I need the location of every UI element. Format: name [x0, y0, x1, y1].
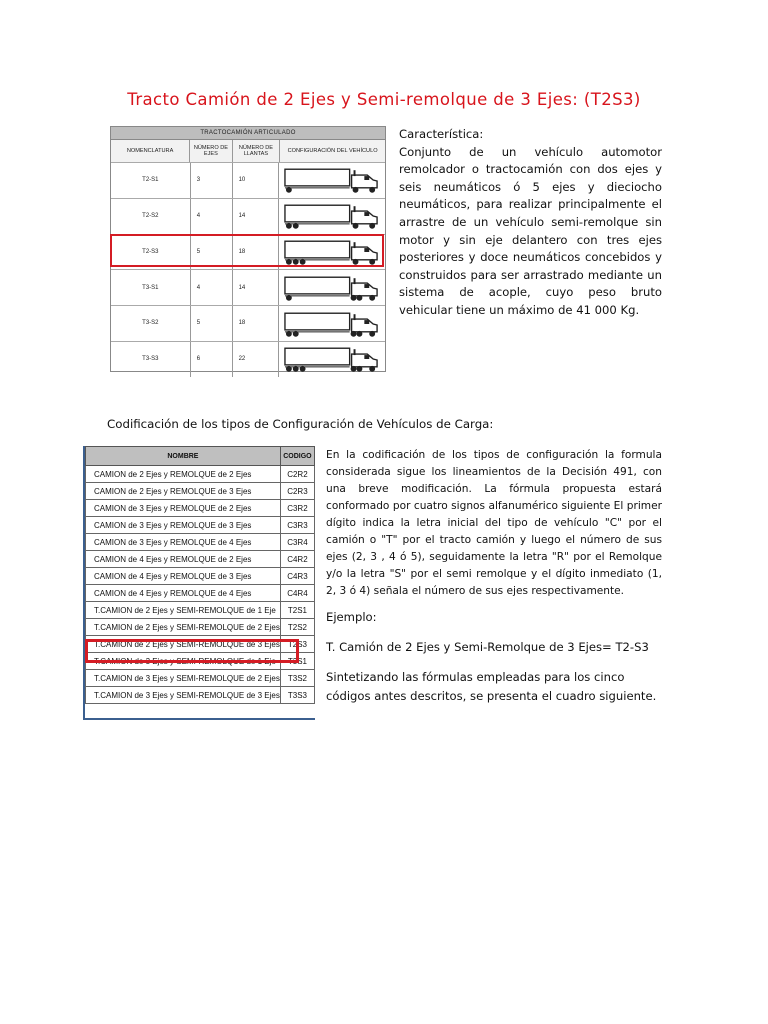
cell-codigo: C3R2 [280, 500, 314, 517]
description-block [399, 126, 662, 320]
cell-nomenclatura: T2-S2 [111, 199, 191, 234]
truck-configuration-icon [283, 201, 381, 231]
cell-codigo: T2S2 [280, 619, 314, 636]
table-row [86, 602, 315, 619]
cell-codigo: T3S1 [280, 653, 314, 670]
truck-configuration-icon [283, 344, 381, 374]
example-label: Ejemplo: [326, 610, 377, 624]
cell-ejes: 5 [191, 235, 233, 270]
cell-llantas: 10 [233, 163, 280, 198]
cell-codigo: C3R4 [280, 534, 314, 551]
cell-ejes: 3 [191, 163, 233, 198]
codification-table [85, 446, 315, 704]
cell-ejes: 4 [191, 199, 233, 234]
table-row [111, 162, 385, 198]
table-header-row [111, 139, 385, 162]
table-row [111, 305, 385, 341]
cell-codigo: C3R3 [280, 517, 314, 534]
cell-ejes: 5 [191, 306, 233, 341]
table-row [86, 483, 315, 500]
table-banner: TRACTOCAMIÓN ARTICULADO [111, 127, 385, 139]
cell-codigo: T2S3 [280, 636, 314, 653]
highlight-t2s3-row [110, 234, 384, 267]
table-row [111, 198, 385, 234]
cell-ejes: 6 [191, 342, 233, 377]
cell-nombre: CAMION de 3 Ejes y REMOLQUE de 3 Ejes [86, 517, 281, 534]
synthesis-text: Sintetizando las fórmulas empleadas para los cinco códigos antes descritos, se presenta el cuadro siguiente. [326, 670, 657, 703]
header-numero-llantas: NÚMERO DE LLANTAS [233, 140, 280, 162]
cell-nombre: T.CAMION de 2 Ejes y SEMI-REMOLQUE de 3 Ejes [86, 636, 281, 653]
cell-nombre: T.CAMION de 2 Ejes y SEMI-REMOLQUE de 2 Ejes [86, 619, 281, 636]
cell-nomenclatura: T3-S1 [111, 270, 191, 305]
header-configuracion: CONFIGURACIÓN DEL VEHÍCULO [287, 147, 378, 154]
cell-codigo: C4R4 [280, 585, 314, 602]
description-label: Característica: [399, 127, 484, 141]
table-frame-bottom [83, 718, 315, 720]
cell-configuracion [279, 306, 385, 341]
section-subtitle: Codificación de los tipos de Configuración de Vehículos de Carga: [107, 417, 494, 431]
cell-nomenclatura: T3-S2 [111, 306, 191, 341]
cell-nomenclatura: T2-S3 [111, 235, 191, 270]
cell-nombre: CAMION de 2 Ejes y REMOLQUE de 2 Ejes [86, 466, 281, 483]
cell-nomenclatura: T2-S1 [111, 163, 191, 198]
cell-nombre: T.CAMION de 2 Ejes y SEMI-REMOLQUE de 1 Eje [86, 602, 281, 619]
table-row [86, 619, 315, 636]
cell-codigo: T3S3 [280, 687, 314, 704]
table-header-row [86, 447, 315, 466]
header-numero-ejes: NÚMERO DE EJES [190, 140, 233, 162]
cell-nombre: T.CAMION de 3 Ejes y SEMI-REMOLQUE de 1 Eje [86, 653, 281, 670]
truck-configuration-icon [283, 309, 381, 339]
cell-llantas: 22 [233, 342, 280, 377]
table-row [86, 670, 315, 687]
header-nombre: NOMBRE [86, 447, 281, 466]
table-row [86, 551, 315, 568]
cell-nombre: CAMION de 2 Ejes y REMOLQUE de 3 Ejes [86, 483, 281, 500]
description-body: Conjunto de un vehículo automotor remolcador o tractocamión con dos ejes y seis neumáticos ó 5 ejes y dieciocho neumáticos, para realizar principalmente el arrastre de un vehículo semi-remolque sin motor y sin eje delantero con tres ejes posteriores y doce neumáticos concebidos y construidos para ser arrastrado mediante un sistema de acople, cuyo peso bruto vehicular tiene un máximo de 41 000 Kg. [399, 144, 662, 317]
cell-configuracion [279, 163, 385, 198]
cell-configuracion [279, 270, 385, 305]
cell-nomenclatura: T3-S3 [111, 342, 191, 377]
example-formula: T. Camión de 2 Ejes y Semi-Remolque de 3 Ejes= T2-S3 [326, 640, 649, 654]
cell-ejes: 4 [191, 270, 233, 305]
cell-llantas: 14 [233, 199, 280, 234]
truck-configuration-icon [283, 165, 381, 195]
table-row [86, 568, 315, 585]
cell-nombre: T.CAMION de 3 Ejes y SEMI-REMOLQUE de 2 Ejes [86, 670, 281, 687]
cell-nombre: CAMION de 4 Ejes y REMOLQUE de 3 Ejes [86, 568, 281, 585]
cell-codigo: T2S1 [280, 602, 314, 619]
page-title: Tracto Camión de 2 Ejes y Semi-remolque de 3 Ejes: (T2S3) [127, 90, 641, 109]
explanation-paragraph: En la codificación de los tipos de configuración la formula considerada sigue los lineamientos de la Decisión 491, con una breve modificación. La fórmula propuesta estará conformado por cuatro signos alfanumérico siguiente El primer dígito indica la letra inicial del tipo de vehículo "C" por el camión o "T" por el tracto camión y luego el número de sus ejes (2, 3 , 4 ó 5), seguidamente la letra "R" por el Remolque y/o la letra "S" por el semi remolque y el dígito inmediato (1, 2, 3 ó 4) señala el número de sus ejes respectivamente. [326, 449, 662, 597]
cell-nombre: CAMION de 4 Ejes y REMOLQUE de 2 Ejes [86, 551, 281, 568]
cell-llantas: 18 [233, 235, 280, 270]
cell-nombre: CAMION de 3 Ejes y REMOLQUE de 2 Ejes [86, 500, 281, 517]
table-row [86, 585, 315, 602]
cell-codigo: C2R2 [280, 466, 314, 483]
highlight-t2s3-code-row [85, 639, 299, 663]
header-codigo: CODIGO [280, 447, 314, 466]
cell-configuracion [279, 342, 385, 377]
cell-codigo: C4R3 [280, 568, 314, 585]
cell-nombre: T.CAMION de 3 Ejes y SEMI-REMOLQUE de 3 Ejes [86, 687, 281, 704]
cell-codigo: T3S2 [280, 670, 314, 687]
cell-codigo: C2R3 [280, 483, 314, 500]
table-row [86, 466, 315, 483]
cell-codigo: C4R2 [280, 551, 314, 568]
table-row [111, 341, 385, 377]
truck-configuration-icon [283, 273, 381, 303]
cell-configuracion [279, 199, 385, 234]
cell-llantas: 18 [233, 306, 280, 341]
table-row [86, 534, 315, 551]
table-frame-left [83, 446, 85, 720]
cell-nombre: CAMION de 4 Ejes y REMOLQUE de 4 Ejes [86, 585, 281, 602]
table-row [86, 500, 315, 517]
header-nomenclatura: NOMENCLATURA [111, 140, 190, 162]
table-row [86, 517, 315, 534]
table-row [86, 687, 315, 704]
cell-llantas: 14 [233, 270, 280, 305]
cell-nombre: CAMION de 3 Ejes y REMOLQUE de 4 Ejes [86, 534, 281, 551]
table-row [111, 269, 385, 305]
